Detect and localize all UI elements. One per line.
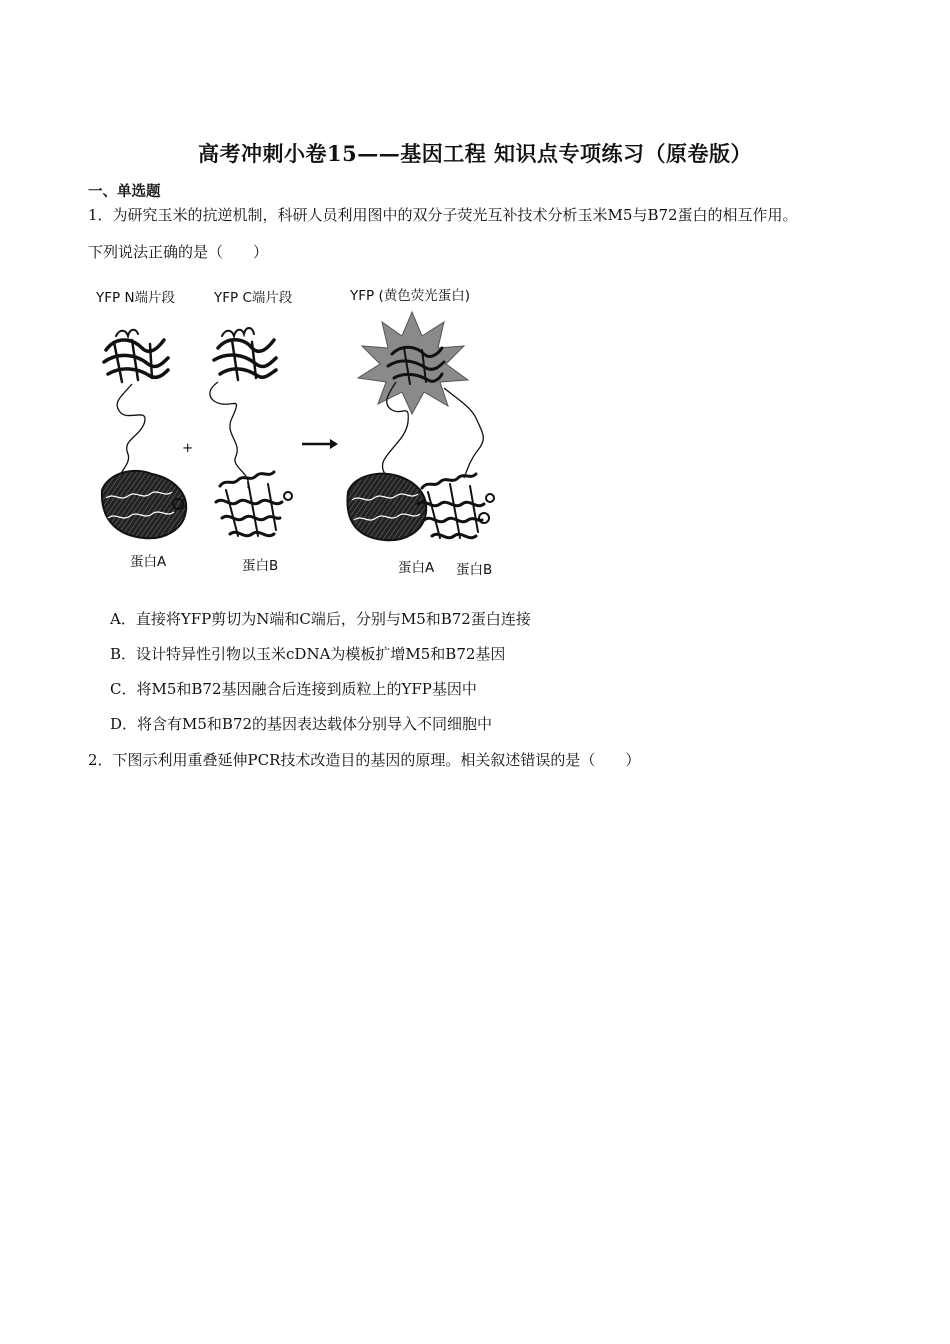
protein-b-complex-structure [418, 474, 494, 538]
question-1-stem-line1: 1．为研究玉米的抗逆机制，科研人员利用图中的双分子荧光互补技术分析玉米M5与B72蛋白的相互作用。 [88, 206, 798, 224]
option-b: B．设计特异性引物以玉米cDNA为模板扩增M5和B72基因 [110, 645, 506, 663]
yfp-c-fragment-structure [214, 328, 276, 380]
complex-protein-b-label: 蛋白B [456, 562, 493, 578]
option-d: D．将含有M5和B72的基因表达载体分别导入不同细胞中 [110, 715, 493, 733]
linker-complex-2 [444, 388, 483, 478]
yfp-n-fragment-structure [104, 330, 168, 382]
question-1-stem-line2: 下列说法正确的是（ ） [88, 243, 269, 261]
protein-a-complex-structure [347, 474, 426, 541]
yfp-n-fragment-label: YFP N端片段 [96, 290, 176, 306]
linker-c [210, 382, 249, 488]
yfp-label: YFP (黄色荧光蛋白) [350, 288, 470, 304]
bifc-figure [92, 278, 522, 586]
protein-b-structure [216, 472, 292, 536]
reaction-arrow [302, 439, 338, 449]
yfp-fluorescence-burst [358, 312, 468, 414]
question-2-stem: 2．下图示利用重叠延伸PCR技术改造目的基因的原理。相关叙述错误的是（ ） [88, 751, 641, 769]
section-heading: 一、单选题 [88, 183, 161, 200]
protein-b-label: 蛋白B [242, 558, 279, 574]
linker-n [117, 384, 145, 484]
protein-a-label: 蛋白A [130, 554, 167, 570]
page-title: 高考冲刺小卷15——基因工程 知识点专项练习（原卷版） [197, 141, 753, 166]
protein-a-structure [102, 471, 186, 538]
yfp-c-fragment-label: YFP C端片段 [214, 290, 293, 306]
option-a: A．直接将YFP剪切为N端和C端后，分别与M5和B72蛋白连接 [110, 610, 531, 628]
plus-sign: + [182, 440, 194, 456]
complex-protein-a-label: 蛋白A [398, 560, 435, 576]
option-c: C．将M5和B72基因融合后连接到质粒上的YFP基因中 [110, 680, 477, 698]
